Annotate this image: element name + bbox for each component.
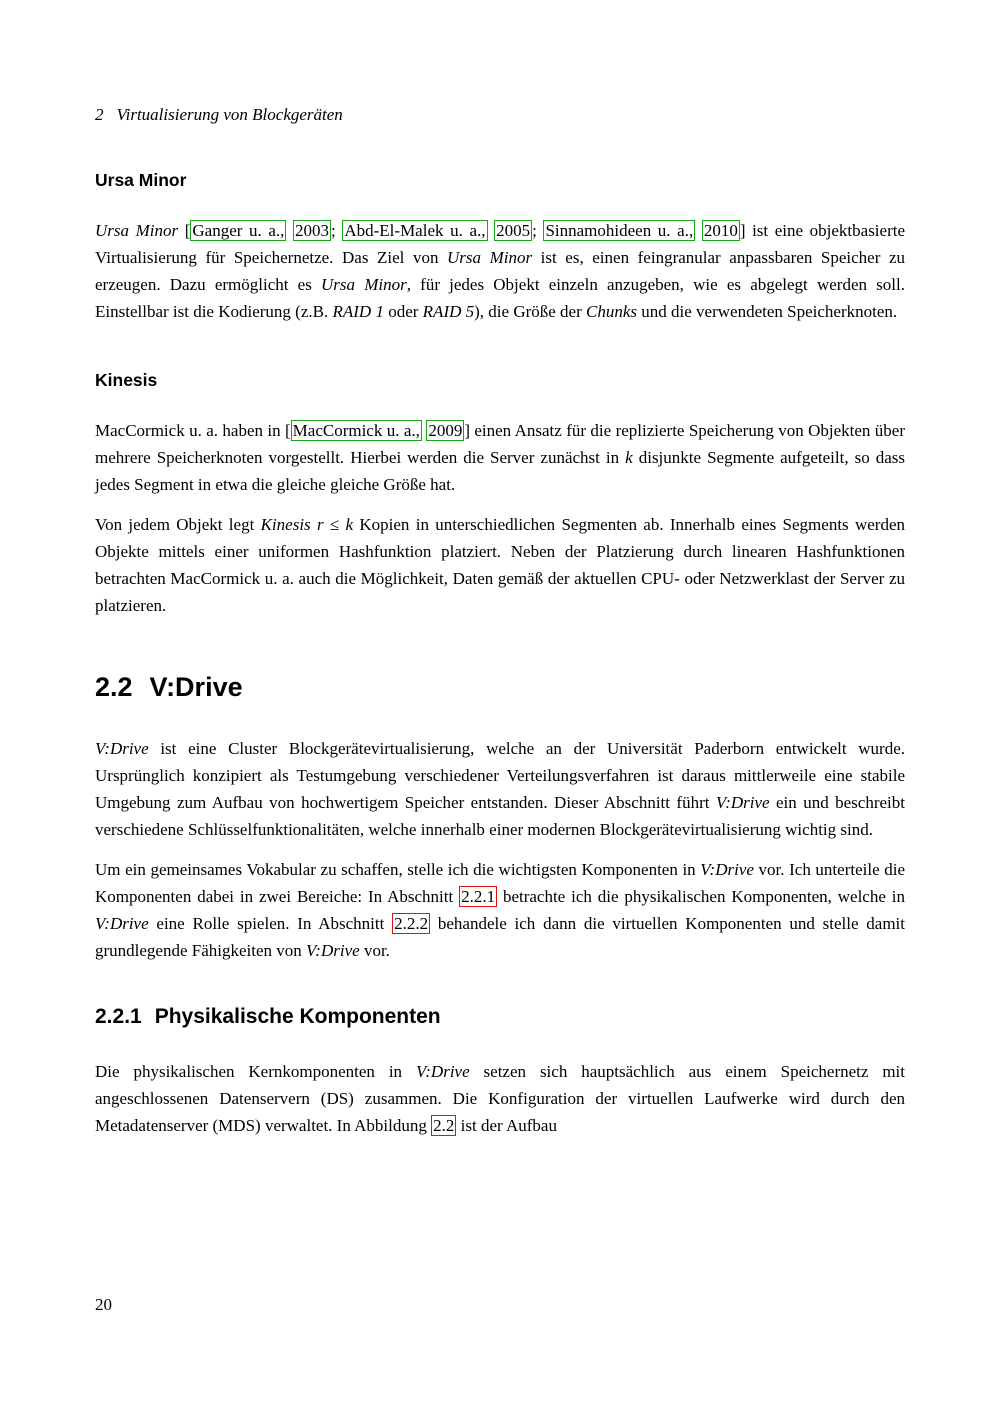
text-run: ; <box>532 221 544 240</box>
italic-text: Chunks <box>586 302 638 321</box>
reference-link[interactable]: 2.2.1 <box>461 887 496 906</box>
italic-text: RAID 5 <box>422 302 475 321</box>
text-run: Kopien in unterschiedlichen Segmenten ab. Innerhalb eines Segments werden Objekte mittels einer uniformen Hashfunktion platziert. Neben der Platzierung durch linearen Hashfunktionen betrachten MacCormick u. a. auch die Möglichkeit, Daten gemäß der aktuellen CPU- oder Netzwerklast der Server zu platzieren. <box>95 515 905 615</box>
running-header-chapter-number: 2 <box>95 105 104 124</box>
running-header-title: Virtualisierung von Blockgeräten <box>116 105 343 124</box>
italic-text: V:Drive <box>715 793 770 812</box>
text-run: Von jedem Objekt legt <box>95 515 261 534</box>
heading-section-2-2-1 <box>95 1004 905 1030</box>
italic-text: k <box>625 448 633 467</box>
text-run: vor. Ich unterteile die Komponenten dabei in zwei Bereiche: In Abschnitt <box>95 860 906 906</box>
text-run: MacCormick u. a. haben in [ <box>95 421 291 440</box>
text-run: eine Rolle spielen. In Abschnitt <box>148 914 393 933</box>
italic-text: r <box>316 515 324 534</box>
text-run: ein und beschreibt verschiedene Schlüsselfunktionalitäten, welche innerhalb einer modernen Blockgerätevirtualisierung wichtig sind. <box>95 793 905 839</box>
citation-link[interactable]: 2003 <box>295 221 330 240</box>
text-run: , für jedes Objekt einzeln anzugeben, wie es abgelegt werden soll. Einstellbar ist die Kodierung (z.B. <box>95 275 905 321</box>
italic-text: RAID 1 <box>332 302 384 321</box>
italic-text: Ursa Minor <box>447 248 533 267</box>
text-run: behandele ich dann die virtuellen Komponenten und stelle damit grundlegende Fähigkeiten von <box>95 914 905 960</box>
text-run: ; <box>331 221 343 240</box>
citation-link[interactable]: 2010 <box>703 221 738 240</box>
italic-text: V:Drive <box>95 914 149 933</box>
text-run: ist eine Cluster Blockgerätevirtualisierung, welche an der Universität Paderborn entwickelt wurde. Ursprünglich konzipiert als Testumgebung verschiedener Verteilungsverfahren ist daraus mittlerweile eine stabile Umgebung zum Aufbau von hochwertigem Speicher entstanden. Dieser Abschnitt führt <box>95 739 905 812</box>
text-run: disjunkte Segmente aufgeteilt, so dass jedes Segment in etwa die gleiche gleiche Größe hat. <box>95 448 906 494</box>
italic-text: Kinesis <box>260 515 311 534</box>
paragraph-kinesis-2 <box>95 511 905 619</box>
citation-link[interactable]: MacCormick u. a., <box>292 421 420 440</box>
text-run: oder <box>383 302 423 321</box>
citation-link[interactable]: Sinnamohideen u. a., <box>545 221 694 240</box>
text-run: setzen sich hauptsächlich aus einem Speichernetz mit angeschlossenen Datenservern (DS) zusammen. Die Konfiguration der virtuellen Laufwerke wird durch den Metadatenserver (MDS) verwaltet. In Abbildung <box>95 1062 906 1135</box>
reference-link[interactable]: 2.2.2 <box>394 914 429 933</box>
italic-text: V:Drive <box>415 1062 470 1081</box>
text-run: und die verwendeten Speicherknoten. <box>637 302 898 321</box>
paragraph-vdrive-1 <box>95 735 905 843</box>
heading-kinesis: Kinesis <box>95 370 158 390</box>
text-run: vor. <box>359 941 390 960</box>
italic-text: k <box>345 515 354 534</box>
paragraph-ursa-minor <box>95 217 905 325</box>
text-run: [ <box>178 221 191 240</box>
paragraph-vdrive-2 <box>95 856 905 964</box>
italic-text: Ursa Minor <box>321 275 407 294</box>
citation-link[interactable]: Ganger u. a., <box>192 221 285 240</box>
page-number: 20 <box>95 1295 112 1314</box>
citation-link[interactable]: 2005 <box>496 221 531 240</box>
italic-text: V:Drive <box>306 941 360 960</box>
heading-section-2-2 <box>95 671 905 703</box>
paragraph-kinesis-1 <box>95 417 905 498</box>
text-run: ] ist eine objektbasierte Virtualisierung für Speichernetze. Das Ziel von <box>95 221 906 267</box>
text-run: betrachte ich die physikalischen Komponenten, welche in <box>497 887 905 906</box>
italic-text: V:Drive <box>700 860 754 879</box>
subsection-title: Physikalische Komponenten <box>154 1005 441 1028</box>
italic-text: V:Drive <box>95 739 149 758</box>
text-run: Um ein gemeinsames Vokabular zu schaffen, stelle ich die wichtigsten Komponenten in <box>95 860 701 879</box>
text-run <box>695 221 702 240</box>
text-run: Die physikalischen Kernkomponenten in <box>95 1062 416 1081</box>
citation-link[interactable]: Abd-El-Malek u. a., <box>344 221 486 240</box>
italic-text: Ursa Minor <box>95 221 179 240</box>
text-run: ist der Aufbau <box>456 1116 557 1135</box>
subsection-number: 2.2.1 <box>95 1005 142 1028</box>
section-number: 2.2 <box>95 672 133 702</box>
text-run: ist es, einen feingranular anpassbaren Speicher zu erzeugen. Dazu ermöglicht es <box>95 248 905 294</box>
citation-link[interactable]: 2009 <box>428 421 463 440</box>
section-title: V:Drive <box>149 672 243 702</box>
text-run: ] einen Ansatz für die replizierte Speicherung von Objekten über mehrere Speicherknoten vorgestellt. Hierbei werden die Server zunächst in <box>95 421 906 467</box>
running-header <box>95 105 905 125</box>
paragraph-physikalische-komponenten <box>95 1058 905 1139</box>
text-run: ≤ <box>323 515 346 534</box>
reference-link[interactable]: 2.2 <box>433 1116 455 1135</box>
heading-ursa-minor: Ursa Minor <box>95 170 187 190</box>
text-run: ), die Größe der <box>474 302 587 321</box>
